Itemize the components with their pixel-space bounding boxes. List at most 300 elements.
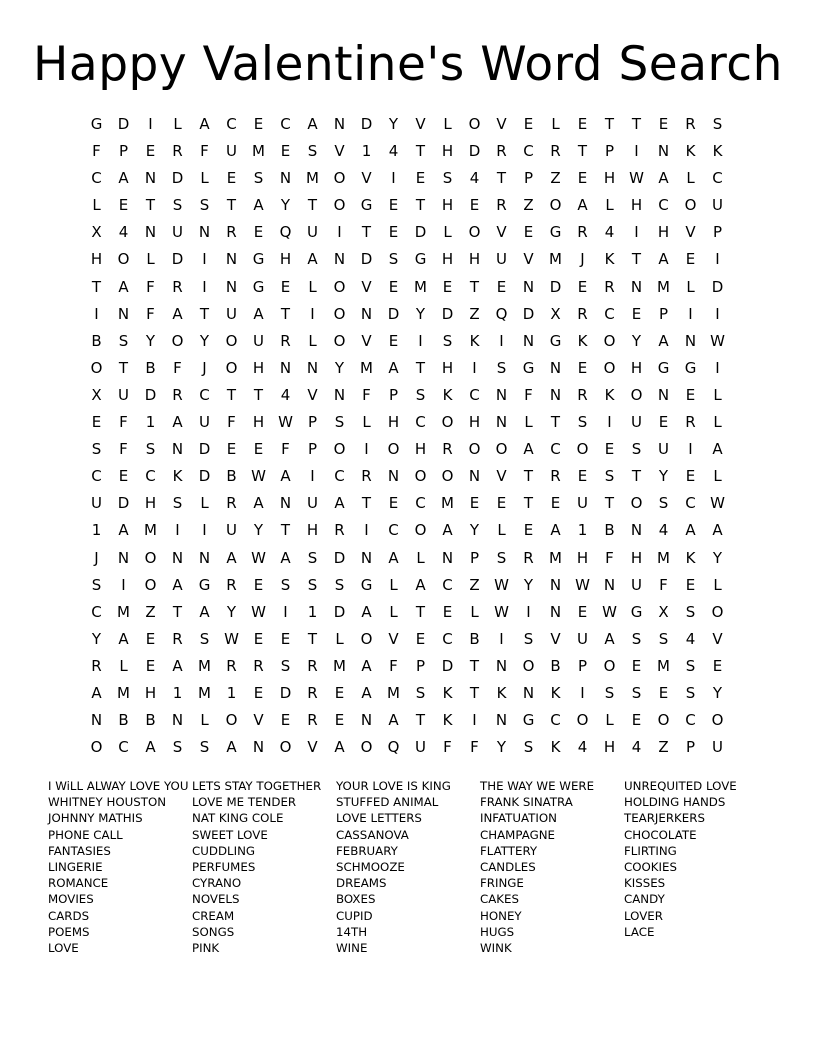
grid-letter: A [658,331,669,350]
grid-letter: D [279,683,292,702]
grid-letter: O [144,548,157,567]
grid-letter: M [144,521,157,540]
grid-letter: E [523,115,534,133]
grid-letter: P [712,223,723,242]
grid-letter: S [199,738,210,757]
grid-letter: O [90,738,103,757]
grid-letter: V [685,223,696,242]
word-list-item: TEARJERKERS [624,811,705,826]
grid-letter: O [117,250,130,269]
grid-letter: Y [226,602,237,621]
grid-letter: G [657,358,670,377]
grid-letter: E [280,711,291,730]
grid-letter: B [550,656,561,675]
grid-letter: C [145,467,156,486]
grid-letter: G [630,602,643,621]
word-list-item: JOHNNY MATHIS [48,811,143,826]
grid-letter: C [91,602,102,621]
grid-letter: O [225,711,238,730]
grid-letter: K [550,738,561,757]
grid-letter: I [580,683,585,702]
grid-letter: Y [334,358,345,377]
grid-letter: V [550,629,561,648]
grid-letter: H [252,413,265,432]
grid-letter: I [283,602,288,621]
grid-letter: A [226,548,237,567]
grid-letter: C [280,115,291,133]
grid-letter: T [631,467,642,486]
grid-letter: L [524,413,533,432]
grid-letter: D [387,304,400,323]
grid-letter: W [575,575,590,594]
grid-letter: R [226,223,237,242]
grid-letter: E [577,277,588,296]
grid-letter: U [226,142,237,161]
grid-letter: S [604,683,615,702]
grid-letter: T [415,358,426,377]
grid-letter: A [523,440,534,459]
grid-letter: 4 [388,142,399,161]
grid-letter: S [388,250,399,269]
grid-letter: I [634,223,639,242]
grid-letter: M [117,683,130,702]
grid-letter: E [253,575,264,594]
page-title: Happy Valentine's Word Search [33,37,783,92]
grid-letter: A [199,115,210,133]
grid-letter: A [712,521,723,540]
grid-letter: S [496,548,507,567]
grid-letter: A [118,169,129,188]
grid-letter: R [226,494,237,513]
grid-letter: H [252,358,265,377]
grid-letter: U [712,738,723,757]
grid-letter: M [414,277,427,296]
grid-letter: G [90,115,103,133]
grid-letter: H [387,413,400,432]
grid-letter: K [685,548,696,567]
grid-letter: I [391,169,396,188]
grid-letter: N [171,711,184,730]
grid-letter: U [172,223,183,242]
grid-letter: L [497,521,506,540]
grid-letter: K [442,711,453,730]
grid-letter: C [523,142,534,161]
grid-letter: R [226,656,237,675]
grid-letter: O [603,656,616,675]
grid-letter: S [523,738,534,757]
grid-letter: A [172,656,183,675]
grid-letter: I [337,223,342,242]
grid-letter: G [684,358,697,377]
grid-letter: B [604,521,615,540]
grid-letter: 1 [145,413,156,432]
grid-letter: M [549,548,562,567]
word-column [192,778,336,956]
grid-letter: R [253,656,264,675]
word-list-item: CANDLES [480,860,536,875]
grid-letter: M [441,494,454,513]
grid-letter: L [200,711,209,730]
grid-letter: D [333,548,346,567]
word-list-item: SWEET LOVE [192,827,268,842]
grid-letter: I [310,467,315,486]
grid-letter: S [604,467,615,486]
grid-letter: E [469,196,480,215]
grid-letter: A [226,738,237,757]
word-list-item: HOLDING HANDS [624,795,726,810]
grid-letter: T [361,223,372,242]
grid-letter: N [684,331,697,350]
grid-letter: L [335,629,344,648]
grid-letter: E [226,169,237,188]
word-list-item: LOVER [624,908,663,923]
grid-letter: E [91,413,102,432]
grid-letter: O [225,331,238,350]
grid-letter: E [469,494,480,513]
word-list-item: LACE [624,924,655,939]
grid-letter: N [387,467,400,486]
grid-letter: A [361,602,372,621]
grid-letter: O [603,358,616,377]
grid-letter: N [522,277,535,296]
grid-letter: Z [469,575,480,594]
grid-letter: I [472,358,477,377]
grid-letter: C [91,169,102,188]
grid-letter: S [199,196,210,215]
grid-letter: M [252,142,265,161]
grid-letter: E [118,196,129,215]
grid-letter: S [658,629,669,648]
grid-letter: L [389,602,398,621]
grid-letter: N [333,385,346,404]
grid-letter: L [713,575,722,594]
grid-letter: T [226,385,237,404]
grid-letter: I [472,711,477,730]
grid-letter: V [415,115,426,133]
grid-letter: E [334,711,345,730]
grid-letter: O [549,196,562,215]
grid-letter: S [658,494,669,513]
grid-letter: E [415,169,426,188]
grid-letter: 1 [577,521,588,540]
grid-letter: M [306,169,319,188]
grid-letter: A [685,521,696,540]
grid-letter: I [634,142,639,161]
grid-letter: N [360,304,373,323]
grid-letter: F [173,358,182,377]
grid-letter: H [657,223,670,242]
grid-letter: O [90,358,103,377]
grid-letter: E [442,602,453,621]
grid-letter: X [91,385,102,404]
grid-letter: W [602,602,617,621]
grid-letter: E [253,629,264,648]
grid-letter: A [253,196,264,215]
grid-letter: C [685,711,696,730]
grid-letter: M [387,683,400,702]
grid-letter: E [577,358,588,377]
grid-letter: N [333,250,346,269]
grid-letter: N [549,385,562,404]
grid-letter: A [253,494,264,513]
word-list-item: BOXES [336,892,376,907]
grid-letter: N [630,521,643,540]
grid-letter: N [549,602,562,621]
grid-letter: E [388,494,399,513]
grid-letter: A [388,358,399,377]
grid-letter: K [442,683,453,702]
grid-letter: S [199,629,210,648]
grid-letter: T [415,711,426,730]
grid-letter: S [91,440,102,459]
grid-letter: I [688,440,693,459]
grid-letter: K [577,331,588,350]
grid-letter: G [549,223,562,242]
word-list-item: NAT KING COLE [192,811,284,826]
grid-letter: U [307,494,318,513]
grid-letter: F [92,142,101,161]
grid-letter: N [171,548,184,567]
grid-letter: T [280,521,291,540]
grid-letter: E [388,223,399,242]
grid-letter: O [279,738,292,757]
grid-letter: T [415,602,426,621]
grid-letter: F [119,440,128,459]
grid-letter: L [362,413,371,432]
grid-letter: P [604,142,615,161]
grid-letter: H [306,521,319,540]
grid-letter: N [225,250,238,269]
grid-letter: K [712,142,723,161]
grid-letter: R [307,656,318,675]
grid-letter: T [469,277,480,296]
grid-letter: O [630,494,643,513]
grid-letter: N [495,413,508,432]
grid-letter: G [198,575,211,594]
grid-letter: T [307,629,318,648]
grid-letter: D [333,602,346,621]
grid-letter: A [118,629,129,648]
grid-letter: T [604,115,615,133]
grid-letter: N [657,385,670,404]
grid-letter: 4 [280,385,291,404]
grid-letter: E [577,169,588,188]
grid-letter: E [253,683,264,702]
word-list-item: LOVE LETTERS [336,811,422,826]
grid-letter: R [604,277,615,296]
word-list-item: CASSANOVA [336,827,409,842]
grid-letter: S [685,683,696,702]
grid-letter: L [605,196,614,215]
grid-letter: 4 [118,223,129,242]
grid-letter: U [631,413,642,432]
grid-letter: W [710,331,725,350]
grid-letter: P [685,738,696,757]
grid-letter: D [198,467,211,486]
grid-letter: O [522,656,535,675]
grid-letter: P [469,548,480,567]
grid-letter: R [280,331,291,350]
grid-letter: V [361,331,372,350]
grid-letter: I [715,304,720,323]
grid-letter: O [657,711,670,730]
grid-letter: R [442,440,453,459]
grid-letter: N [360,548,373,567]
grid-letter: S [253,169,264,188]
grid-letter: R [577,385,588,404]
grid-letter: U [415,738,426,757]
grid-letter: 1 [91,521,102,540]
grid-letter: C [415,494,426,513]
grid-letter: E [388,196,399,215]
word-list [48,778,768,956]
word-list-item: THE WAY WE WERE [480,779,595,793]
grid-letter: E [145,656,156,675]
grid-letter: J [202,358,207,377]
grid-letter: D [711,277,724,296]
grid-letter: C [415,413,426,432]
grid-letter: O [414,467,427,486]
word-list-item: LETS STAY TOGETHER [192,779,322,793]
word-list-item: FRINGE [480,876,524,891]
grid-letter: H [414,440,427,459]
grid-letter: L [443,223,452,242]
word-list-item: POEMS [48,924,90,939]
grid-letter: E [253,440,264,459]
grid-letter: E [658,413,669,432]
grid-letter: S [631,683,642,702]
grid-letter: M [333,656,346,675]
grid-letter: I [202,277,207,296]
grid-letter: E [280,277,291,296]
grid-letter: K [442,385,453,404]
grid-letter: E [334,683,345,702]
grid-letter: O [468,115,481,133]
grid-letter: E [253,115,264,133]
grid-letter: 1 [226,683,237,702]
grid-letter: E [685,575,696,594]
grid-letter: T [604,494,615,513]
grid-letter: E [118,467,129,486]
grid-letter: P [415,656,426,675]
grid-letter: U [226,521,237,540]
grid-letter: W [251,602,266,621]
grid-letter: M [117,602,130,621]
grid-letter: T [253,385,264,404]
grid-letter: A [604,629,615,648]
grid-letter: D [360,250,373,269]
grid-letter: D [198,440,211,459]
grid-letter: F [146,277,155,296]
grid-letter: E [523,521,534,540]
grid-letter: P [577,656,588,675]
grid-letter: R [685,413,696,432]
grid-letter: Y [523,575,534,594]
grid-letter: U [253,331,264,350]
grid-letter: D [171,169,184,188]
grid-letter: O [576,711,589,730]
grid-letter: S [685,656,696,675]
grid-letter: N [549,575,562,594]
grid-letter: A [280,467,291,486]
word-list-item: PERFUMES [192,860,256,875]
grid-letter: E [685,467,696,486]
grid-letter: A [334,738,345,757]
grid-letter: N [333,115,346,133]
word-list-item: ROMANCE [48,876,109,891]
grid-letter: V [361,169,372,188]
grid-letter: Z [145,602,156,621]
word-column [336,778,480,956]
grid-letter: A [307,250,318,269]
grid-letter: N [522,331,535,350]
grid-letter: R [550,467,561,486]
grid-letter: J [94,548,99,567]
word-list-item: HUGS [480,924,515,939]
grid-letter: H [90,250,103,269]
grid-letter: C [442,629,453,648]
grid-letter: H [144,494,157,513]
grid-letter: G [522,711,535,730]
grid-letter: V [307,738,318,757]
word-list-item: FEBRUARY [336,843,398,858]
grid-letter: I [418,331,423,350]
grid-letter: T [523,494,534,513]
grid-letter: D [441,656,454,675]
grid-letter: I [499,629,504,648]
grid-letter: A [550,521,561,540]
grid-letter: T [523,467,534,486]
grid-letter: L [146,250,155,269]
grid-letter: F [470,738,479,757]
grid-letter: P [523,169,534,188]
grid-letter: R [577,304,588,323]
grid-letter: K [550,683,561,702]
grid-letter: C [388,521,399,540]
grid-letter: T [172,602,183,621]
grid-letter: Y [712,548,723,567]
grid-letter: F [389,656,398,675]
grid-letter: M [360,358,373,377]
grid-letter: 4 [685,629,696,648]
grid-letter: S [442,331,453,350]
grid-letter: S [631,629,642,648]
grid-letter: U [577,629,588,648]
grid-letter: L [92,196,101,215]
grid-letter: Y [91,629,102,648]
grid-letter: S [415,385,426,404]
grid-letter: D [522,304,535,323]
grid-letter: H [279,250,292,269]
grid-letter: E [280,142,291,161]
grid-letter: Y [253,521,264,540]
grid-letter: O [387,440,400,459]
grid-letter: E [388,331,399,350]
grid-letter: C [334,467,345,486]
grid-letter: N [630,277,643,296]
grid-letter: E [496,494,507,513]
grid-letter: D [171,250,184,269]
grid-letter: L [605,711,614,730]
grid-letter: K [685,142,696,161]
word-list-item: CANDY [624,892,665,907]
grid-letter: E [550,494,561,513]
word-list-item: FANTASIES [48,843,111,858]
grid-letter: Y [145,331,156,350]
grid-letter: N [495,711,508,730]
grid-letter: I [715,358,720,377]
grid-letter: R [307,711,318,730]
